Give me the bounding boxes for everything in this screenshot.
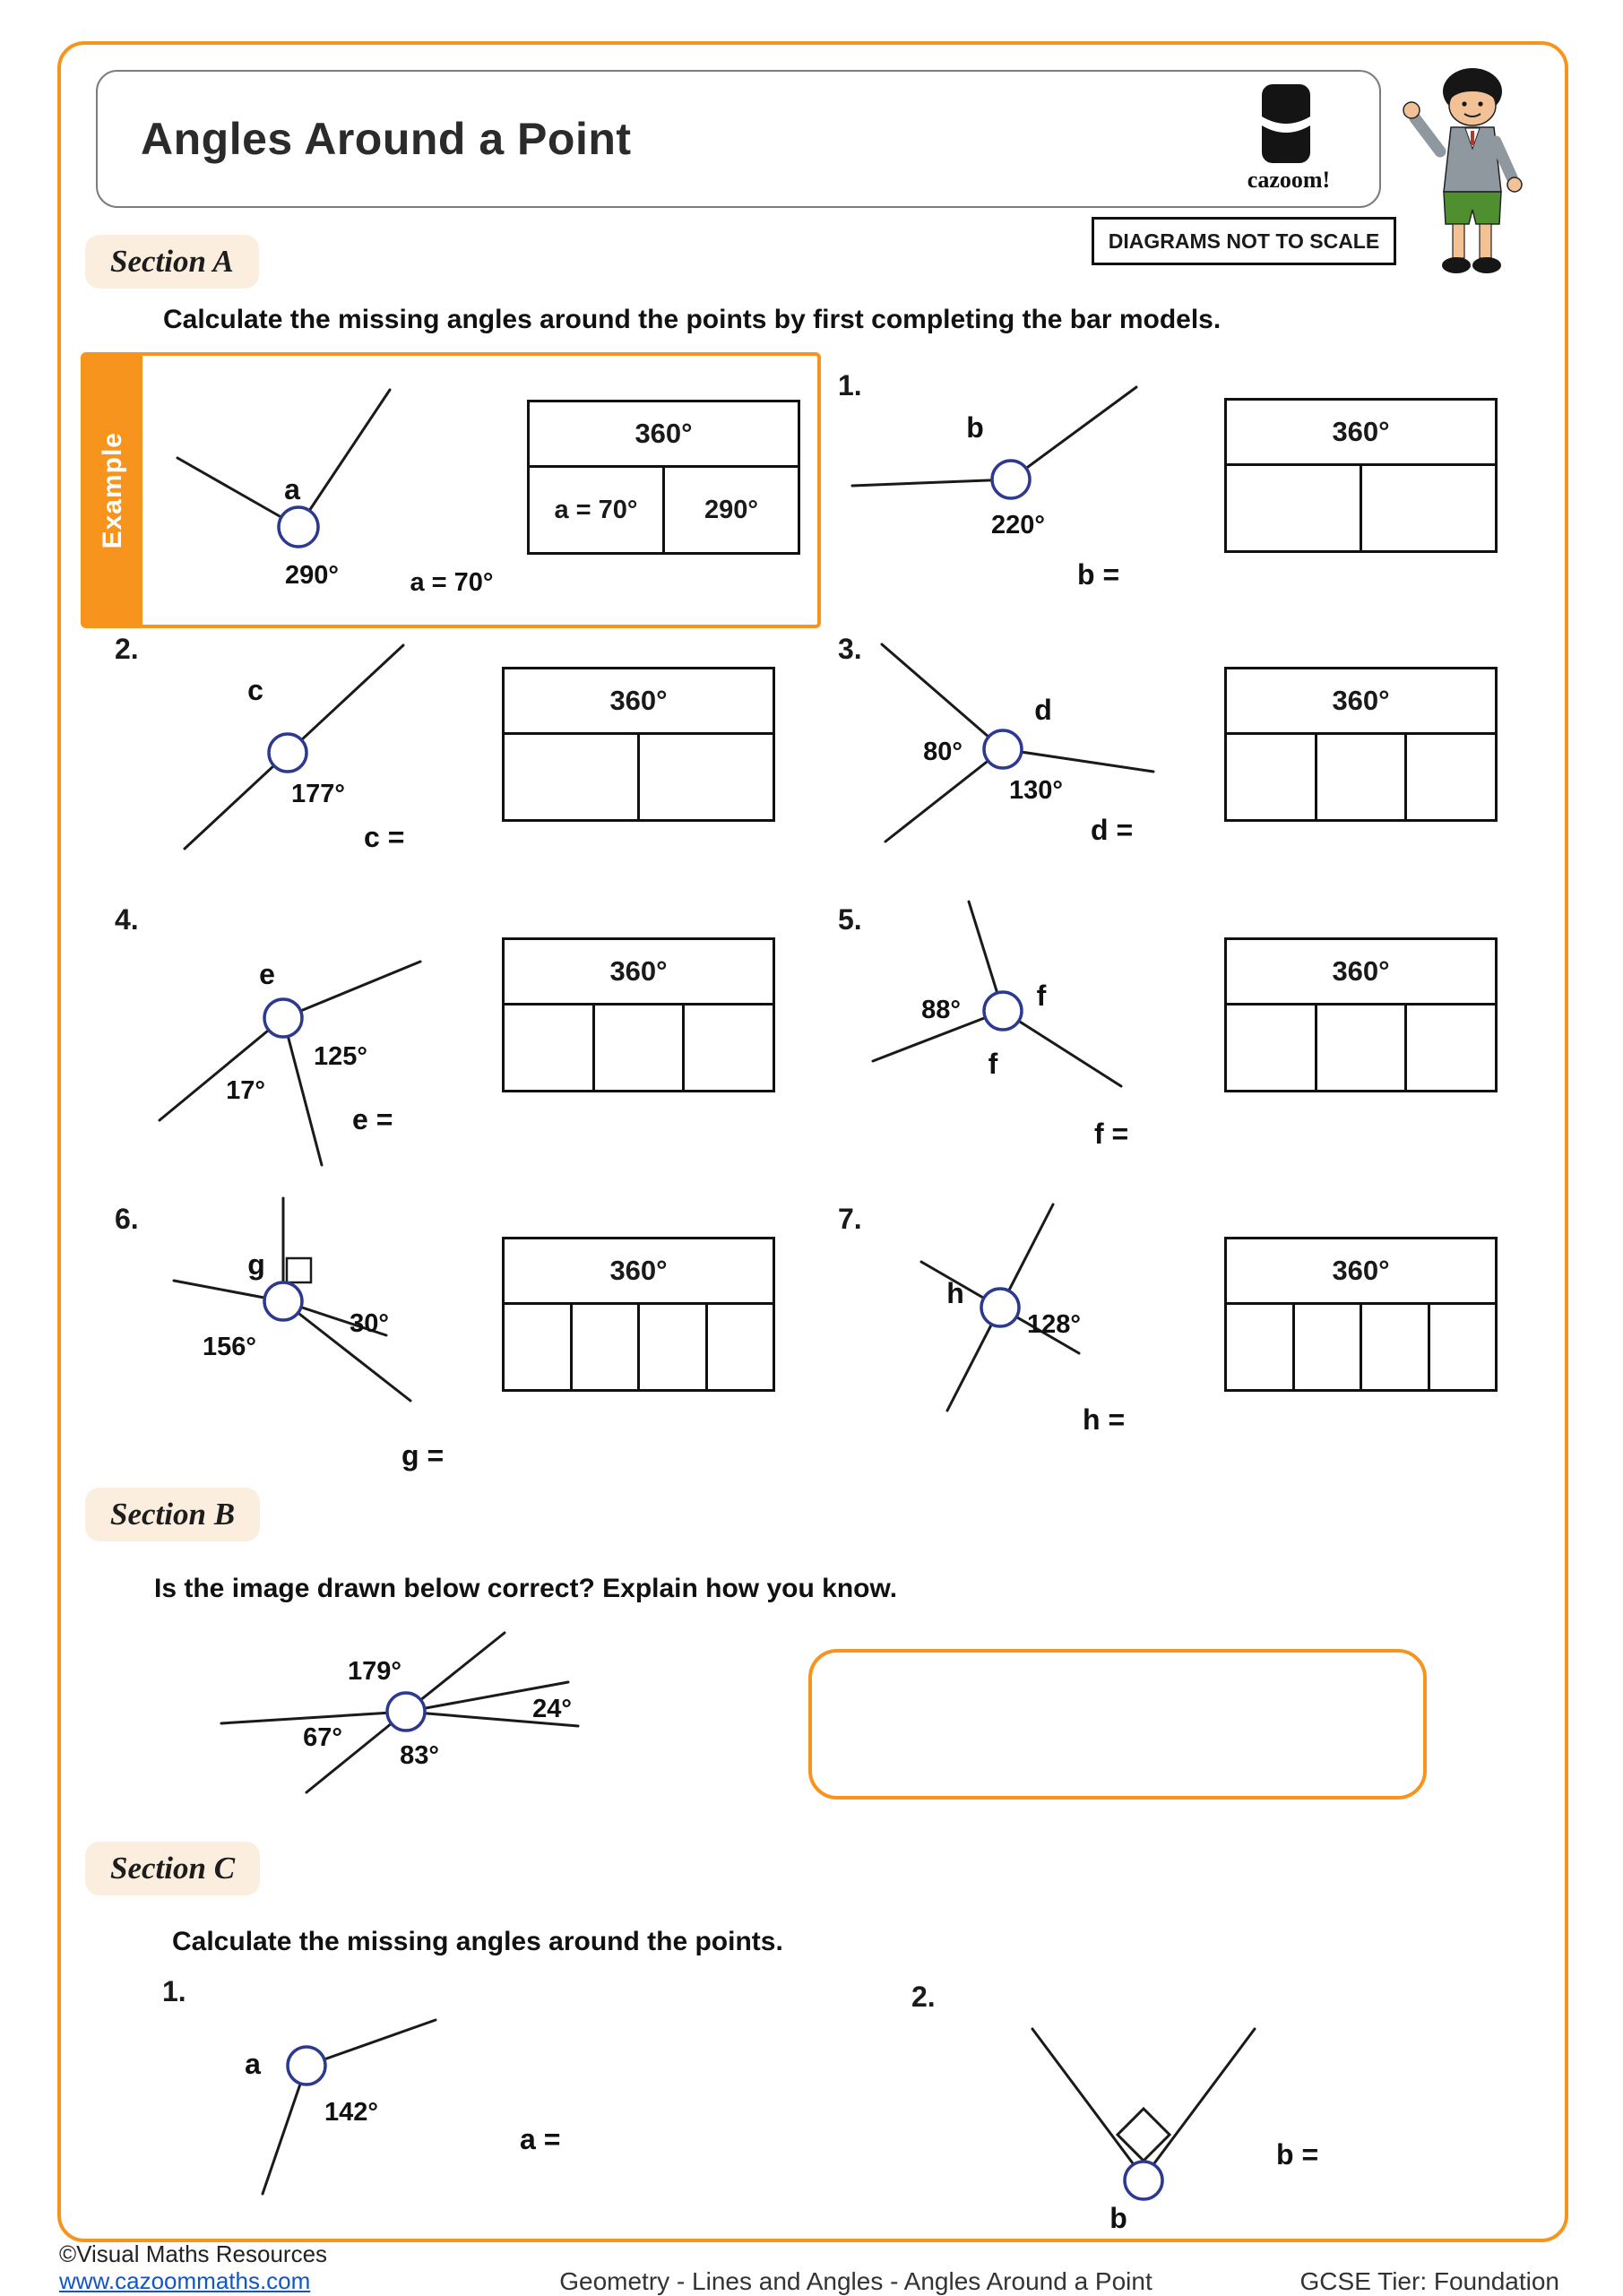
bar-model-total: 360° <box>1227 1239 1495 1305</box>
angle-value: 17° <box>226 1076 265 1105</box>
bar-model-cell <box>505 1006 595 1090</box>
problem-c1-diagram <box>197 2007 609 2245</box>
problem-c2-number: 2. <box>911 1981 936 2013</box>
angle-label: c <box>247 674 263 706</box>
bar-model-cell <box>1227 466 1362 550</box>
angle-vertex-icon <box>279 507 318 547</box>
angle-ray <box>1003 749 1153 772</box>
problem-4-bar-model <box>502 937 775 1092</box>
angle-value: 142° <box>324 2098 378 2127</box>
angle-vertex-icon <box>984 730 1022 768</box>
problem-3-bar-model <box>1224 667 1498 822</box>
bar-model-cell <box>640 1305 708 1389</box>
brand-logo-icon <box>1260 82 1312 165</box>
bar-model-cell <box>1317 735 1408 819</box>
angle-value: 177° <box>291 780 345 808</box>
bar-model-total: 360° <box>505 1239 773 1305</box>
brand-logo-text: cazoom! <box>1247 167 1331 193</box>
answer-label: f = <box>1094 1118 1129 1150</box>
problem-7-bar-model <box>1224 1237 1498 1392</box>
problem-6-bar-model <box>502 1237 775 1392</box>
bar-model-cell <box>1430 1305 1496 1389</box>
bar-model-cell: a = 70° <box>530 468 665 552</box>
angle-vertex-icon <box>264 1282 302 1320</box>
footer-copyright: ©Visual Maths Resources <box>59 2240 328 2267</box>
example-result: a = 70° <box>410 568 494 597</box>
angle-value: 80° <box>923 738 963 766</box>
page-title: Angles Around a Point <box>141 114 632 164</box>
problem-1-number: 1. <box>838 369 862 401</box>
bar-model-total: 360° <box>1227 940 1495 1006</box>
answer-label: g = <box>401 1439 445 1472</box>
footer-tier: GCSE Tier: Foundation <box>1299 2267 1559 2295</box>
angle-label: e <box>259 958 275 990</box>
problem-7-diagram <box>842 1201 1228 1474</box>
problem-c1-number: 1. <box>162 1975 186 2007</box>
bar-model-cell <box>1227 1006 1317 1090</box>
footer-link[interactable]: www.cazoommaths.com <box>59 2267 311 2294</box>
problem-7-number: 7. <box>838 1203 862 1235</box>
answer-label: b = <box>1276 2138 1319 2171</box>
bar-model-cell <box>1407 1006 1495 1090</box>
angle-ray <box>221 1712 406 1723</box>
problem-1-bar-model <box>1224 398 1498 553</box>
angle-ray <box>283 962 420 1018</box>
angle-value: 24° <box>532 1695 572 1723</box>
problem-3-diagram <box>842 641 1219 914</box>
answer-label: e = <box>352 1103 393 1135</box>
angle-ray <box>306 2020 436 2066</box>
angle-value: 220° <box>991 511 1045 539</box>
angle-value: 30° <box>350 1309 389 1338</box>
angle-value: 179° <box>348 1657 401 1686</box>
example-diagram <box>156 375 541 625</box>
angle-value: 83° <box>400 1741 439 1770</box>
angle-ray <box>1144 2029 1255 2178</box>
right-angle-marker <box>287 1258 311 1282</box>
angle-value: 67° <box>303 1723 342 1752</box>
angle-vertex-icon <box>387 1693 425 1731</box>
section-c-label: Section C <box>85 1842 260 1895</box>
problem-3-number: 3. <box>838 633 862 665</box>
bar-model-cell <box>1407 735 1495 819</box>
bar-model-cell <box>1317 1006 1408 1090</box>
answer-label: a = <box>520 2123 561 2155</box>
bar-model-cell <box>1295 1305 1363 1389</box>
bar-model-cell: 290° <box>704 495 758 524</box>
bar-model-total: 360° <box>1227 669 1495 735</box>
bar-model-cell <box>505 1305 573 1389</box>
header <box>96 70 1381 208</box>
angle-vertex-icon <box>288 2047 325 2085</box>
bar-model-total: 360° <box>530 402 798 468</box>
bar-model-cell <box>685 1006 773 1090</box>
angle-ray <box>852 479 1011 486</box>
angle-vertex-icon <box>981 1289 1019 1326</box>
angle-vertex-icon <box>264 999 302 1037</box>
problem-2-diagram <box>125 641 502 914</box>
angle-label: d <box>1034 694 1052 726</box>
angle-ray <box>882 644 1003 749</box>
angle-label: a <box>284 473 300 505</box>
mascot-illustration <box>1401 59 1537 279</box>
angle-vertex-icon <box>984 992 1022 1030</box>
problem-4-diagram <box>125 914 511 1214</box>
problem-2-bar-model <box>502 667 775 822</box>
section-c-instruction: Calculate the missing angles around the points. <box>172 1927 783 1956</box>
bar-model-cell <box>1362 1305 1430 1389</box>
angle-ray <box>283 1301 410 1401</box>
angle-label: f <box>988 1048 998 1080</box>
section-a-instruction: Calculate the missing angles around the points by first completing the bar models. <box>163 305 1222 334</box>
example-tab-label: Example <box>98 431 127 549</box>
section-b-diagram <box>197 1604 654 1900</box>
angle-value: 125° <box>314 1042 367 1071</box>
angle-ray <box>283 1018 322 1165</box>
bar-model-cell <box>595 1006 686 1090</box>
angle-vertex-icon <box>1125 2162 1162 2199</box>
answer-label: c = <box>364 821 405 853</box>
problem-1-diagram <box>842 385 1201 620</box>
angle-value: 88° <box>921 996 961 1024</box>
section-b-answer-box <box>808 1649 1427 1800</box>
problem-4-number: 4. <box>115 903 139 936</box>
problem-5-diagram <box>842 896 1228 1196</box>
bar-model-total: 360° <box>505 940 773 1006</box>
footer-center: Geometry - Lines and Angles - Angles Around a Point <box>559 2267 1153 2295</box>
angle-value: 128° <box>1027 1310 1081 1339</box>
bar-model-cell <box>573 1305 641 1389</box>
example-tab <box>83 355 142 626</box>
bar-model-cell <box>708 1305 773 1389</box>
section-b-instruction: Is the image drawn below correct? Explain how you know. <box>154 1574 898 1603</box>
angle-value: 130° <box>1009 776 1063 805</box>
angle-vertex-icon <box>992 461 1030 498</box>
angle-label: a <box>245 2048 261 2080</box>
answer-label: d = <box>1091 814 1134 846</box>
problem-2-number: 2. <box>115 633 139 665</box>
angle-label: b <box>966 411 984 444</box>
bar-model-cell <box>1227 1305 1295 1389</box>
angle-ray <box>1011 387 1136 479</box>
bar-model-cell <box>640 735 773 819</box>
problem-6-number: 6. <box>115 1203 139 1235</box>
answer-label: h = <box>1083 1403 1126 1436</box>
problem-6-diagram <box>125 1192 520 1480</box>
section-a-label: Section A <box>85 235 259 289</box>
angle-value: 290° <box>285 561 339 590</box>
angle-label: h <box>946 1277 964 1309</box>
bar-model-cell <box>1227 735 1317 819</box>
problem-c2-diagram <box>932 2007 1371 2285</box>
angle-ray <box>298 390 390 527</box>
example-box <box>81 352 821 628</box>
scale-disclaimer: DIAGRAMS NOT TO SCALE <box>1092 217 1396 265</box>
example-bar-model <box>527 400 800 555</box>
bar-model-total: 360° <box>1227 401 1495 466</box>
angle-label: b <box>1109 2202 1127 2234</box>
angle-vertex-icon <box>269 734 306 772</box>
bar-model-cell <box>505 735 640 819</box>
bar-model-cell <box>1362 466 1495 550</box>
angle-label: g <box>247 1248 265 1281</box>
bar-model-total: 360° <box>505 669 773 735</box>
angle-label: f <box>1036 980 1047 1012</box>
angle-value: 156° <box>203 1333 256 1361</box>
problem-5-bar-model <box>1224 937 1498 1092</box>
answer-label: b = <box>1077 558 1120 591</box>
angle-ray <box>1032 2029 1144 2178</box>
angle-ray <box>1003 1011 1121 1086</box>
section-b-label: Section B <box>85 1488 260 1541</box>
problem-5-number: 5. <box>838 903 862 936</box>
